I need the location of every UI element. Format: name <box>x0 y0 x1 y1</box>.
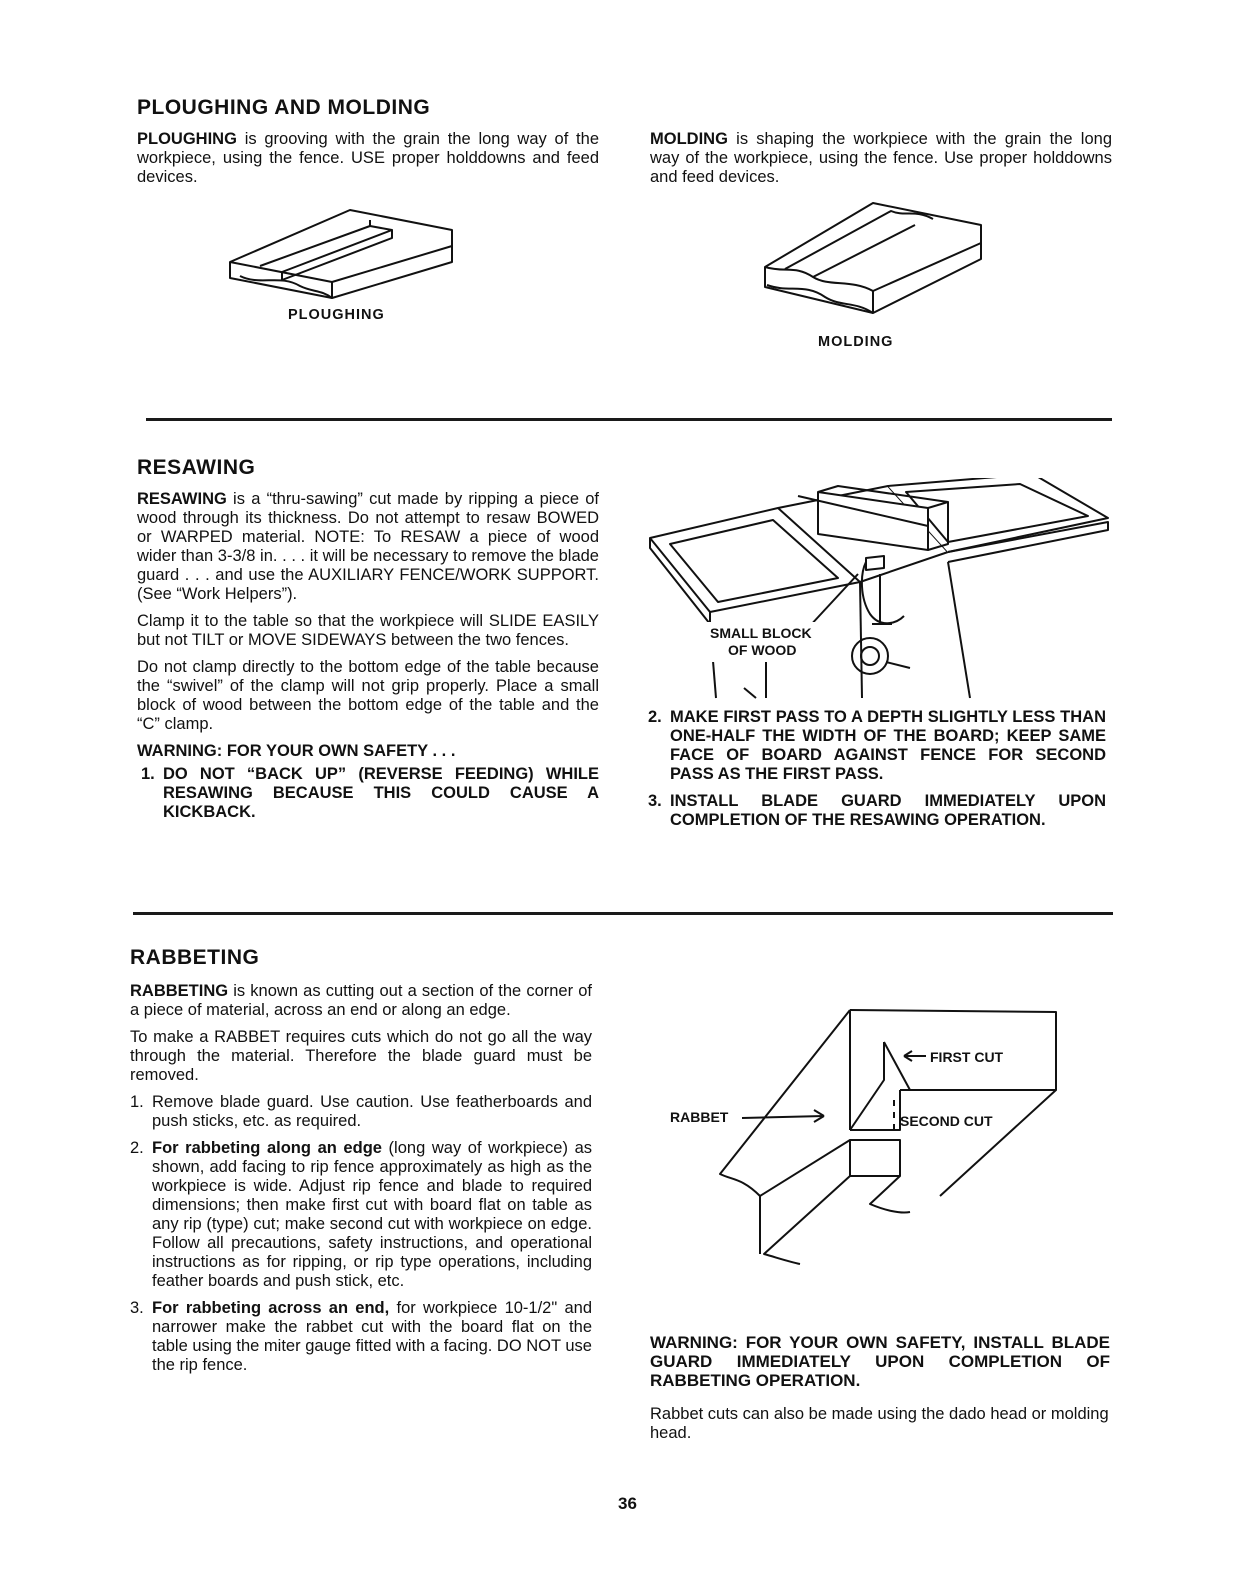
rabbeting-step-2-number: 2. <box>130 1139 144 1157</box>
rabbeting-term: RABBETING <box>130 982 229 1000</box>
rabbeting-note: Rabbet cuts can also be made using the dado head or molding head. <box>650 1405 1109 1442</box>
rabbeting-step-1 <box>130 1093 592 1131</box>
resawing-term: RESAWING <box>137 490 227 508</box>
resawing-step-3-number: 3. <box>648 792 662 810</box>
ploughing-molding-heading: PLOUGHING AND MOLDING <box>137 96 431 119</box>
figure-label-of-wood: OF WOOD <box>728 642 797 658</box>
rabbet-illustration <box>660 1000 1060 1270</box>
rabbeting-step-1-text: Remove blade guard. Use caution. Use featherboards and push sticks, etc. as required. <box>152 1093 592 1130</box>
resawing-paragraph-1 <box>137 490 599 604</box>
rabbeting-step-2 <box>130 1139 592 1291</box>
molding-paragraph <box>650 130 1112 187</box>
resawing-step-2 <box>648 708 1106 784</box>
rabbeting-step-3 <box>130 1299 592 1375</box>
label-second-cut: SECOND CUT <box>900 1113 993 1129</box>
molding-term: MOLDING <box>650 130 728 148</box>
ploughing-term: PLOUGHING <box>137 130 237 148</box>
rabbeting-step-1-number: 1. <box>130 1093 144 1111</box>
resawing-step-2-number: 2. <box>648 708 662 726</box>
resawing-text-column <box>137 490 599 830</box>
rabbeting-step-3-number: 3. <box>130 1299 144 1317</box>
resawing-step-2-text: MAKE FIRST PASS TO A DEPTH SLIGHTLY LESS THAN ONE-HALF THE WIDTH OF THE BOARD; KEEP SAME FACE OF BOARD AGAINST FENCE FOR SECOND PASS AS THE FIRST PASS. <box>670 708 1106 783</box>
rabbeting-text-column <box>130 982 592 1383</box>
rabbeting-step-2-bold: For rabbeting along an edge <box>152 1139 382 1157</box>
molding-text: is shaping the workpiece with the grain the long way of the workpiece, using the fence. Use proper holddowns and feed devices. <box>650 130 1112 186</box>
rabbeting-warning: WARNING: FOR YOUR OWN SAFETY, INSTALL BLADE GUARD IMMEDIATELY UPON COMPLETION OF RABBETING OPERATION. <box>650 1333 1110 1390</box>
ploughing-caption: PLOUGHING <box>288 307 385 323</box>
section-divider-2 <box>133 912 1113 915</box>
rabbeting-p1-text: is known as cutting out a section of the corner of a piece of material, across an end or along an edge. <box>130 982 592 1019</box>
page-number: 36 <box>618 1494 637 1513</box>
resawing-step-3 <box>648 792 1106 830</box>
resawing-step-1-number: 1. <box>141 765 155 783</box>
ploughing-illustration <box>220 200 460 310</box>
rabbeting-step-3-text: for workpiece 10-1/2" and narrower make the rabbet cut with the board flat on the table using the miter gauge fitted with a facing. DO NOT use the rip fence. <box>152 1299 593 1374</box>
rabbeting-step-3-body <box>152 1299 592 1375</box>
resawing-warning: WARNING: FOR YOUR OWN SAFETY . . . <box>137 742 456 760</box>
rabbeting-paragraph-1 <box>130 982 592 1020</box>
rabbeting-heading: RABBETING <box>130 946 260 969</box>
rabbeting-step-3-bold: For rabbeting across an end, <box>152 1299 390 1317</box>
resawing-steps-right <box>648 708 1106 838</box>
ploughing-text: is grooving with the grain the long way of the workpiece, using the fence. USE proper holddowns and feed devices. <box>137 130 599 186</box>
molding-illustration <box>755 195 990 325</box>
section-divider-1 <box>146 418 1112 421</box>
rabbeting-step-2-body <box>152 1139 592 1291</box>
resawing-paragraph-2: Clamp it to the table so that the workpiece will SLIDE EASILY but not TILT or MOVE SIDEWAYS between the two fences. <box>137 612 599 649</box>
resawing-heading: RESAWING <box>137 456 256 479</box>
resawing-p1-text: is a “thru-sawing” cut made by ripping a piece of wood through its thickness. Do not attempt to resaw BOWED or WARPED material. NOTE: To RESAW a piece of wood wider than 3-3/8 in. . . . it will be necessary to remove the blade guard . . . and use the AUXILIARY FENCE/WORK SUPPORT. (See “Work Helpers”). <box>137 490 599 603</box>
resawing-step-1-text: DO NOT “BACK UP” (REVERSE FEEDING) WHILE RESAWING BECAUSE THIS COULD CAUSE A KICKBACK. <box>163 765 599 821</box>
resawing-paragraph-3: Do not clamp directly to the bottom edge of the table because the “swivel” of the clamp will not grip properly. Place a small block of wood between the bottom edge of the table and the “C” clamp. <box>137 658 599 733</box>
label-rabbet: RABBET <box>670 1109 729 1125</box>
table-saw-illustration <box>648 478 1113 703</box>
resawing-step-3-text: INSTALL BLADE GUARD IMMEDIATELY UPON COMPLETION OF THE RESAWING OPERATION. <box>670 792 1106 829</box>
ploughing-paragraph <box>137 130 599 187</box>
molding-caption: MOLDING <box>818 334 894 350</box>
label-first-cut: FIRST CUT <box>930 1049 1004 1065</box>
rabbeting-paragraph-2: To make a RABBET requires cuts which do not go all the way through the material. Therefore the blade guard must be removed. <box>130 1028 592 1084</box>
resawing-step-1 <box>137 765 599 822</box>
figure-label-small-block: SMALL BLOCK <box>710 625 812 641</box>
rabbeting-step-2-text: (long way of workpiece) as shown, add facing to rip fence approximately as high as the workpiece is wide. Adjust rip fence and blade to required dimensions; then make first cut with board flat on table as any rip (type) cut; make second cut with workpiece on edge. Follow all precautions, safety instructions, and operational instructions as for ripping, or rip type operations, including feather boards and push stick, etc. <box>152 1139 592 1290</box>
